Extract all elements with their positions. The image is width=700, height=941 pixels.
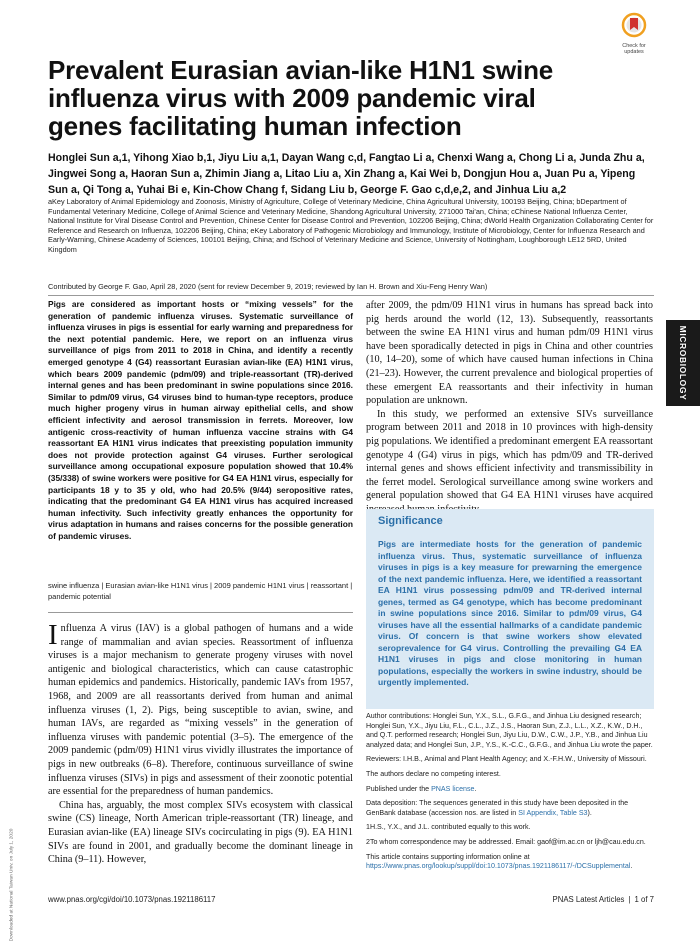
significance-title: Significance	[378, 515, 443, 527]
download-watermark	[6, 828, 18, 941]
data-deposition-note: Data deposition: The sequences generated in this study have been deposited in the GenBank database (accession nos. are listed in SI Appendix, Table S3).	[366, 799, 629, 817]
significance-box	[366, 509, 654, 709]
check-for-updates-text: Check for updates	[622, 43, 646, 55]
footer-doi-link[interactable]: www.pnas.org/cgi/doi/10.1073/pnas.1921186117	[48, 895, 216, 904]
check-for-updates-badge[interactable]	[614, 12, 654, 58]
author-list: Honglei Sun a,1, Yihong Xiao b,1, Jiyu Liu a,1, Dayan Wang c,d, Fangtao Li a, Chenxi Wang a, Chong Li a, Junda Zhu a, Jingwei Song a, Haoran Sun a, Zhimin Jiang a, Litao Liu a, Xin Zhang a, Kai Wei b, Dongjun Hou a, Juan Pu a, Yipeng Sun a, Qi Tong a, Yuhai Bi e, Kin-Chow Chang f, Sidang Liu b, George F. Gao c,d,e,2, and Jinhua Liu a,2	[48, 152, 645, 196]
si-appendix-link[interactable]: SI Appendix, Table S3	[518, 808, 588, 817]
competing-interest-note: The authors declare no competing interest.	[366, 769, 501, 778]
article-title: Prevalent Eurasian avian-like H1N1 swine influenza virus with 2009 pandemic viral genes facilitating human infection	[48, 55, 554, 141]
drop-cap: I	[48, 619, 58, 651]
equal-contribution-note: 1H.S., Y.X., and J.L. contributed equally to this work.	[366, 823, 531, 832]
affiliations: aKey Laboratory of Animal Epidemiology and Zoonosis, Ministry of Agriculture, College of Veterinary Medicine, China Agricultural University, 100193 Beijing, China; bDepartment of Fundamental Veterinary Medicine, College of Animal Science and Veterinary Medicine, Shandong Agricultural University, 271000 Tai'an, China; cChinese National Influenza Center, National Institute for Viral Disease Control and Prevention, Chinese Center for Disease Control and Prevention, 102206 Beijing, China; dWorld Health Organization Collaborating Center for Reference and Research on Influenza, 102206 Beijing, China; eKey Laboratory of Pathogenic Microbiology and Immunology, Institute of Microbiology, Center for Influenza Research and Early-Warning, Chinese Academy of Sciences, 100101 Beijing, China; and fSchool of Veterinary Medicine and Science, University of Nottingham, Loughborough LE12 5RD, United Kingdom	[48, 197, 654, 254]
footer-page-info	[553, 895, 654, 904]
supplemental-link[interactable]: https://www.pnas.org/lookup/suppl/doi:10.1073/pnas.1921186117/-/DCSupplemental	[366, 862, 631, 871]
download-watermark-text: Downloaded at National Taiwan Univ. on July 1, 2020	[9, 828, 15, 941]
bookmark-ribbon-icon	[621, 12, 647, 42]
supporting-info-note: This article contains supporting information online at https://www.pnas.org/lookup/suppl/doi:10.1073/pnas.1921186117/-/DCSupplemental.	[366, 852, 633, 871]
intro-paragraph-1: Influenza A virus (IAV) is a global pathogen of humans and a wide range of mammalian and avian species. Reassortment of influenza viruses is a major mechanism to generate progeny viruses with novel antigenic and biological characteristics, which can cause catastrophic human epidemics and pandemics. Historically, pandemic IAVs from 1957, 1968, and 2009 are all reassortants derived from human and animal influenza viruses (1, 2). Pigs, being susceptible to avian, swine, and human IAVs, are regarded as “mixing vessels” in the generation of influenza viruses with pandemic potential (3–5). The emergence of the 2009 pandemic (pdm/09) H1N1 virus vividly illustrates the importance of pigs in new outbreaks (6–8). Therefore, continuous surveillance of swine influenza viruses (SIVs) in pigs and assessment of their zoonotic potential are essential for the preparedness of human pandemics.	[48, 619, 353, 798]
pnas-license-link[interactable]: PNAS license	[431, 784, 475, 793]
section-tab-label: MICROBIOLOGY	[678, 325, 688, 401]
license-note: Published under the PNAS license.	[366, 784, 477, 793]
introduction-left-column	[48, 619, 353, 867]
footer-separator: |	[628, 895, 631, 904]
introduction-right-column	[366, 299, 653, 517]
significance-text: Pigs are intermediate hosts for the generation of pandemic influenza virus. Thus, systematic surveillance of influenza viruses in pigs is a key measure for prewarning the emergence of the next pandemic influenza. Here, we identified a reassortant EA H1N1 virus possessing pdm/09 and TR-derived internal genes, termed as G4 genotype, which has become predominant in swine populations since 2016. Similar to pdm/09 virus, G4 viruses have all the essential hallmarks of a candidate pandemic virus. Of concern is that swine workers show elevated seroprevalence for G4 virus. Controlling the prevailing G4 EA H1N1 viruses in pigs and close monitoring in human populations, especially the workers in swine industry, should be urgently implemented.	[378, 539, 642, 687]
keywords: swine influenza | Eurasian avian-like H1N1 virus | 2009 pandemic H1N1 virus | reassortant | pandemic potential	[48, 581, 353, 601]
intro-paragraph-2: China has, arguably, the most complex SIVs ecosystem with classical swine (CS) lineage, North American triple-reassortant (TR) lineage, and Eurasian avian-like (EA) lineage SIVs cocirculating in pigs (9). EA H1N1 SIVs are found in 2001, and gradually become the dominant lineage in China (9–11). However,	[48, 799, 353, 866]
contribution-line: Contributed by George F. Gao, April 28, 2020 (sent for review December 9, 2019; reviewed by Ian H. Brown and Xiu-Feng Henry Wan)	[48, 282, 488, 291]
reviewers-note: Reviewers: I.H.B., Animal and Plant Health Agency; and X.-F.H.W., University of Missouri.	[366, 755, 647, 764]
footer-journal-name: PNAS Latest Articles	[552, 895, 625, 904]
keywords-divider	[48, 612, 353, 613]
intro-paragraph-4: In this study, we performed an extensive SIVs surveillance program between 2011 and 2018 in 10 provinces with high-density pig populations. We identified a predominant emergent EA reassortant genotype 4 (G4) virus in pigs, which has pdm/09 and TR-derived internal genes and shows efficient infectivity and transmissibility in the ferret model. Serological surveillance among swine workers and general population showed that G4 EA H1N1 viruses have acquired	[366, 408, 653, 502]
author-contributions: Author contributions: Honglei Sun, Y.X., S.L., G.F.G., and Jinhua Liu designed research; Honglei Sun, Y.X., Jiyu Liu, F.L., C.L., J.Z., J.S., Haoran Sun, Z.J., L.L., X.Z., K.W., D.H., and Q.T. performed research; Honglei Sun, Jiyu Liu, D.W., C.W., J.P., Y.B., and Jinhua Liu analyzed data; and Honglei Sun, J.P., Y.S., K.-C.C., G.F.G., and Jinhua Liu wrote the paper.	[366, 712, 653, 749]
header-divider	[48, 295, 654, 296]
intro-paragraph-3: after 2009, the pdm/09 H1N1 virus in humans has spread back into pig herds around the world (12, 13). Subsequently, reassortants between the swine EA H1N1 virus and human pdm/09 H1N1 virus have been sporadically detected in pigs in China and other countries (10, 14–20), some of which have caused human infections in China (21–23). However, the current prevalence and biological properties of these emergent EA reassortants and their infectivity in human population are unknown.	[366, 300, 653, 407]
correspondence-note: 2To whom correspondence may be addressed. Email: gaof@im.ac.cn or ljh@cau.edu.cn.	[366, 837, 646, 846]
footer-page-number: 1 of 7	[634, 895, 654, 904]
section-tab	[666, 320, 700, 406]
article-notes	[366, 712, 654, 877]
abstract: Pigs are considered as important hosts or “mixing vessels” for the generation of pandemic influenza viruses. Systematic surveillance of influenza viruses in pigs is essential for early warning and preparedness for the next potential pandemic. Here, we report on an influenza virus surveillance of pigs from 2011 to 2018 in China, and identify a recently emerged genotype 4 (G4) reassortant Eurasian avian-like (EA) H1N1 virus, which bears 2009 pandemic (pdm/09) and triple-reassortant (TR)-derived internal genes and has been predominant in swine populations since 2016. Similar to pdm/09 virus, G4 viruses bind to human-type receptors, produce much higher progeny virus in human airway epithelial cells, and show efficient infectivity and aerosol transmission in ferrets. Moreover, low antigenic cross-reactivity of human influenza vaccine strains with G4 reassortant EA H1N1 virus indicates that preexisting population immunity does not provide protection against G4 viruses. Further serological surveillance among occupational exposure population showed that 10.4% (35/338) of swine workers were positive for G4 EA H1N1 virus, especially for participants 18 y to 35 y old, who had 20.5% (9/44) seropositive rates, indicating that the predominant G4 EA H1N1 virus has acquired increased human infectivity. Such infectivity greatly enhances the opportunity for virus adaptation in humans and raises concerns for the possible generation of pandemic viruses.	[48, 299, 353, 541]
